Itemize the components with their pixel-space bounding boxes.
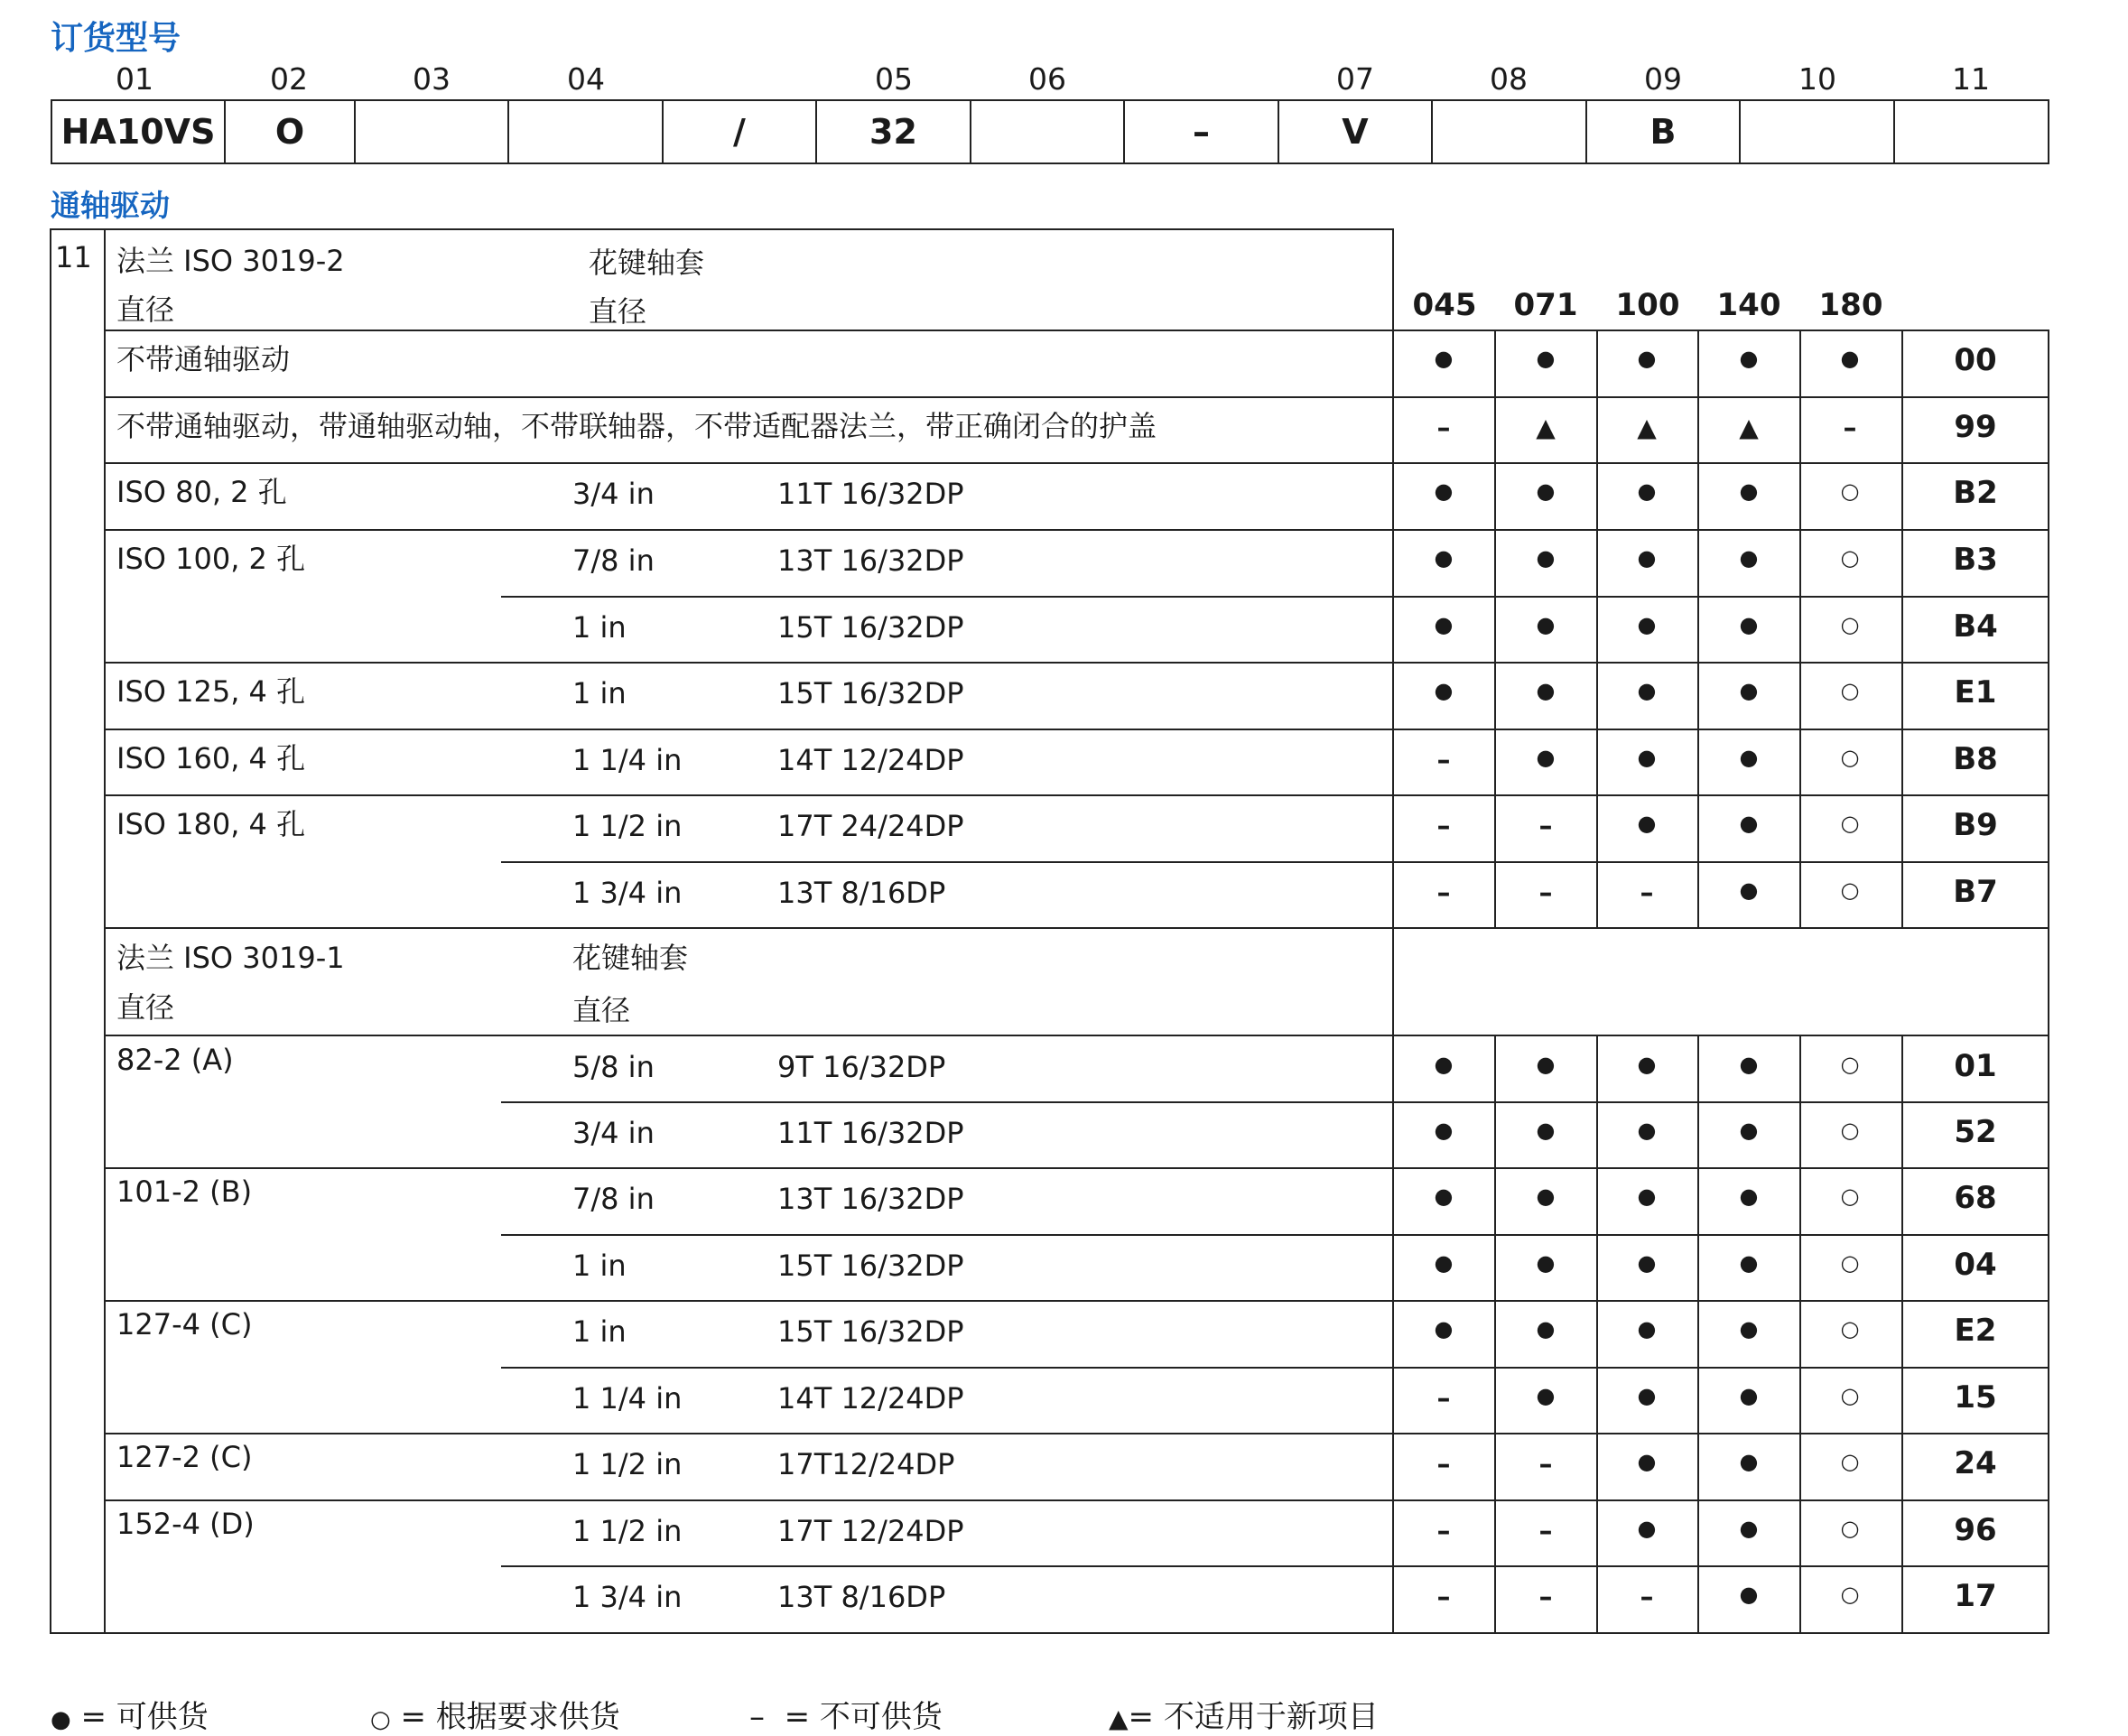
spline-cell: 15T 16/32DP xyxy=(777,1249,964,1283)
spline-cell: 17T 12/24DP xyxy=(777,1514,964,1548)
diameter-cell: 1 1/2 in xyxy=(572,1447,683,1481)
order-code: 24 xyxy=(1954,1445,1997,1481)
code-cell: / xyxy=(733,112,746,152)
code-cell: 32 xyxy=(869,112,917,152)
availability-mark: ● xyxy=(1739,1383,1759,1408)
order-code: 52 xyxy=(1954,1114,1997,1150)
order-code: B2 xyxy=(1953,475,1998,511)
code-cell: V xyxy=(1342,112,1369,152)
code-cell: HA10VS xyxy=(60,112,216,152)
availability-mark: ● xyxy=(1637,612,1657,637)
diameter-cell: 1 3/4 in xyxy=(572,1580,683,1614)
diameter-cell: 1 3/4 in xyxy=(572,876,683,910)
page-title: 订货型号 xyxy=(51,20,181,57)
availability-mark: ● xyxy=(1739,1316,1759,1341)
availability-mark: ● xyxy=(1637,1516,1657,1541)
availability-mark: ○ xyxy=(1840,1118,1860,1143)
dash-icon: – xyxy=(749,1699,765,1735)
availability-mark: ● xyxy=(1434,1184,1454,1209)
code-cell: – xyxy=(1193,112,1210,152)
flange-diameter-header: 直径 xyxy=(116,990,175,1025)
flange-label: 不带通轴驱动，带通轴驱动轴，不带联轴器，不带适配器法兰，带正确闭合的护盖 xyxy=(116,409,1157,443)
order-code: B4 xyxy=(1953,608,1998,645)
availability-mark: – xyxy=(1436,1383,1451,1415)
flange-label: 127-2 (C) xyxy=(116,1440,253,1474)
order-code: 96 xyxy=(1954,1512,1997,1548)
availability-mark: ● xyxy=(1536,1316,1556,1341)
availability-mark: ● xyxy=(1637,745,1657,770)
order-code: B8 xyxy=(1953,741,1998,777)
spline-cell: 11T 16/32DP xyxy=(777,477,964,511)
spline-cell: 15T 16/32DP xyxy=(777,676,964,710)
spline-cell: 17T 24/24DP xyxy=(777,809,964,843)
availability-mark: – xyxy=(1436,1582,1451,1613)
spline-diameter-header: 直径 xyxy=(589,294,647,329)
availability-mark: ● xyxy=(1637,811,1657,836)
position-number: 07 xyxy=(1336,61,1374,97)
filled-dot-icon: ● xyxy=(51,1706,71,1733)
code-cell: O xyxy=(274,112,305,152)
availability-mark: ● xyxy=(1434,678,1454,703)
availability-mark: ● xyxy=(1739,811,1759,836)
order-code: E1 xyxy=(1954,674,1997,710)
order-code: 99 xyxy=(1954,409,1997,445)
spline-header: 花键轴套 xyxy=(589,246,705,280)
diameter-cell: 5/8 in xyxy=(572,1050,655,1084)
availability-mark: ● xyxy=(1434,1250,1454,1276)
availability-mark: ○ xyxy=(1840,612,1860,637)
diameter-cell: 1 1/4 in xyxy=(572,1381,683,1416)
flange-label: ISO 80, 2 孔 xyxy=(116,475,287,509)
availability-mark: ○ xyxy=(1840,811,1860,836)
availability-mark: ○ xyxy=(1840,1250,1860,1276)
spline-cell: 9T 16/32DP xyxy=(777,1050,946,1084)
availability-mark: ● xyxy=(1434,346,1454,371)
availability-mark: ● xyxy=(1637,678,1657,703)
availability-mark: ● xyxy=(1434,478,1454,504)
order-code: 00 xyxy=(1954,342,1997,378)
availability-mark: ● xyxy=(1637,1118,1657,1143)
diameter-cell: 7/8 in xyxy=(572,1182,655,1216)
availability-mark: ● xyxy=(1739,1184,1759,1209)
availability-mark: ○ xyxy=(1840,1184,1860,1209)
availability-mark: ● xyxy=(1739,678,1759,703)
flange-label: 127-4 (C) xyxy=(116,1307,253,1341)
spline-cell: 15T 16/32DP xyxy=(777,610,964,645)
availability-mark: ● xyxy=(1434,612,1454,637)
order-code: E2 xyxy=(1954,1313,1997,1349)
flange-diameter-header: 直径 xyxy=(116,292,175,327)
spline-cell: 13T 8/16DP xyxy=(777,876,946,910)
diameter-cell: 1 in xyxy=(572,1314,627,1349)
spline-cell: 14T 12/24DP xyxy=(777,1381,964,1416)
availability-mark: ● xyxy=(1536,478,1556,504)
availability-mark: ● xyxy=(1739,1052,1759,1077)
position-number: 09 xyxy=(1644,61,1682,97)
availability-mark: ○ xyxy=(1840,1383,1860,1408)
availability-mark: ● xyxy=(1739,1250,1759,1276)
flange-label: 不带通轴驱动 xyxy=(116,342,291,376)
availability-mark: ▲ xyxy=(1536,413,1556,442)
diameter-cell: 1 in xyxy=(572,1249,627,1283)
position-number: 03 xyxy=(413,61,451,97)
position-number: 06 xyxy=(1028,61,1066,97)
flange-header: 法兰 ISO 3019-2 xyxy=(116,244,345,278)
availability-mark: ● xyxy=(1637,1449,1657,1474)
flange-label: 101-2 (B) xyxy=(116,1174,253,1209)
size-header: 071 xyxy=(1513,287,1578,323)
diameter-cell: 1 1/2 in xyxy=(572,809,683,843)
availability-mark: ○ xyxy=(1840,478,1860,504)
availability-mark: – xyxy=(1640,877,1654,909)
availability-mark: ● xyxy=(1536,346,1556,371)
availability-mark: ● xyxy=(1739,346,1759,371)
order-code: 15 xyxy=(1954,1379,1997,1416)
spline-cell: 13T 16/32DP xyxy=(777,1182,964,1216)
availability-mark: ● xyxy=(1536,1118,1556,1143)
triangle-icon: ▲ xyxy=(1109,1704,1129,1733)
availability-mark: ● xyxy=(1739,745,1759,770)
availability-mark: ● xyxy=(1536,1383,1556,1408)
availability-mark: – xyxy=(1843,413,1857,444)
spline-header: 花键轴套 xyxy=(572,941,689,975)
diameter-cell: 7/8 in xyxy=(572,543,655,578)
hollow-dot-icon: ○ xyxy=(370,1706,391,1733)
spline-cell: 13T 16/32DP xyxy=(777,543,964,578)
size-header: 180 xyxy=(1818,287,1883,323)
code-cell xyxy=(356,99,507,164)
availability-mark: ● xyxy=(1434,1316,1454,1341)
flange-label: ISO 180, 4 孔 xyxy=(116,807,306,841)
legend-available: ● = 可供货 xyxy=(51,1699,209,1735)
code-cell xyxy=(1741,99,1893,164)
availability-mark: ● xyxy=(1637,478,1657,504)
spline-diameter-header: 直径 xyxy=(572,993,631,1027)
order-code: 01 xyxy=(1954,1048,1997,1084)
availability-mark: ● xyxy=(1739,877,1759,903)
availability-mark: ● xyxy=(1536,612,1556,637)
availability-mark: ▲ xyxy=(1637,413,1657,442)
order-code: B9 xyxy=(1953,807,1998,843)
code-cell xyxy=(971,99,1123,164)
size-header: 140 xyxy=(1716,287,1781,323)
position-number: 08 xyxy=(1490,61,1528,97)
availability-mark: ● xyxy=(1637,1316,1657,1341)
section-title: 通轴驱动 xyxy=(51,188,170,223)
availability-mark: – xyxy=(1538,877,1553,909)
availability-mark: ○ xyxy=(1840,1052,1860,1077)
availability-mark: ● xyxy=(1536,678,1556,703)
availability-mark: ○ xyxy=(1840,545,1860,571)
flange-label: ISO 125, 4 孔 xyxy=(116,674,306,709)
availability-mark: – xyxy=(1436,1516,1451,1547)
position-number: 11 xyxy=(1952,61,1990,97)
availability-mark: ○ xyxy=(1840,1316,1860,1341)
availability-mark: ● xyxy=(1739,545,1759,571)
availability-mark: ● xyxy=(1637,1052,1657,1077)
availability-mark: ● xyxy=(1536,1250,1556,1276)
availability-mark: – xyxy=(1436,811,1451,842)
availability-mark: – xyxy=(1538,1582,1553,1613)
spline-cell: 11T 16/32DP xyxy=(777,1116,964,1150)
availability-mark: ● xyxy=(1536,1184,1556,1209)
availability-mark: – xyxy=(1538,1449,1553,1481)
flange-label: ISO 100, 2 孔 xyxy=(116,542,306,576)
position-number: 02 xyxy=(270,61,308,97)
availability-mark: ● xyxy=(1739,612,1759,637)
code-cell xyxy=(1895,99,2049,164)
legend-not-available: – = 不可供货 xyxy=(749,1699,943,1735)
diameter-cell: 3/4 in xyxy=(572,477,655,511)
availability-mark: – xyxy=(1436,877,1451,909)
position-number: 01 xyxy=(116,61,153,97)
availability-mark: ● xyxy=(1739,1449,1759,1474)
availability-mark: ● xyxy=(1739,1516,1759,1541)
availability-mark: – xyxy=(1436,1449,1451,1481)
availability-mark: ● xyxy=(1434,545,1454,571)
flange-header: 法兰 ISO 3019-1 xyxy=(116,941,345,975)
size-header: 100 xyxy=(1615,287,1680,323)
availability-mark: ● xyxy=(1739,1118,1759,1143)
availability-mark: ● xyxy=(1536,545,1556,571)
position-number: 05 xyxy=(875,61,913,97)
availability-mark: ● xyxy=(1536,1052,1556,1077)
availability-mark: ● xyxy=(1536,745,1556,770)
code-cell xyxy=(509,99,662,164)
availability-mark: ● xyxy=(1840,346,1860,371)
flange-label: ISO 160, 4 孔 xyxy=(116,741,306,775)
flange-label: 82-2 (A) xyxy=(116,1043,234,1077)
spline-cell: 17T12/24DP xyxy=(777,1447,955,1481)
spline-cell: 13T 8/16DP xyxy=(777,1580,946,1614)
availability-mark: ● xyxy=(1434,1118,1454,1143)
diameter-cell: 1 in xyxy=(572,676,627,710)
legend-on-request: ○ = 根据要求供货 xyxy=(370,1699,620,1735)
order-code: 17 xyxy=(1954,1578,1997,1614)
availability-mark: – xyxy=(1436,413,1451,444)
availability-mark: – xyxy=(1538,1516,1553,1547)
code-cell: B xyxy=(1649,112,1677,152)
availability-mark: ● xyxy=(1637,1250,1657,1276)
availability-mark: ○ xyxy=(1840,678,1860,703)
order-code: 68 xyxy=(1954,1180,1997,1216)
legend-not-for-new: ▲= 不适用于新项目 xyxy=(1109,1699,1379,1735)
position-number: 10 xyxy=(1798,61,1836,97)
availability-mark: ○ xyxy=(1840,877,1860,903)
diameter-cell: 3/4 in xyxy=(572,1116,655,1150)
order-code: B3 xyxy=(1953,542,1998,578)
availability-mark: – xyxy=(1436,745,1451,776)
row-index: 11 xyxy=(55,240,92,274)
availability-mark: – xyxy=(1538,811,1553,842)
code-cell xyxy=(1433,99,1585,164)
availability-mark: ○ xyxy=(1840,1516,1860,1541)
position-number: 04 xyxy=(567,61,605,97)
diameter-cell: 1 1/4 in xyxy=(572,743,683,777)
availability-mark: ● xyxy=(1637,545,1657,571)
availability-mark: ● xyxy=(1637,346,1657,371)
availability-mark: ● xyxy=(1739,1582,1759,1607)
availability-mark: ○ xyxy=(1840,745,1860,770)
availability-mark: ● xyxy=(1434,1052,1454,1077)
availability-mark: ○ xyxy=(1840,1449,1860,1474)
size-header: 045 xyxy=(1412,287,1477,323)
availability-mark: ● xyxy=(1637,1184,1657,1209)
availability-mark: ○ xyxy=(1840,1582,1860,1607)
availability-mark: ● xyxy=(1637,1383,1657,1408)
diameter-cell: 1 in xyxy=(572,610,627,645)
spline-cell: 14T 12/24DP xyxy=(777,743,964,777)
availability-mark: ● xyxy=(1739,478,1759,504)
order-code: B7 xyxy=(1953,874,1998,910)
order-code: 04 xyxy=(1954,1247,1997,1283)
diameter-cell: 1 1/2 in xyxy=(572,1514,683,1548)
availability-mark: – xyxy=(1640,1582,1654,1613)
flange-label: 152-4 (D) xyxy=(116,1507,255,1541)
availability-mark: ▲ xyxy=(1739,413,1759,442)
spline-cell: 15T 16/32DP xyxy=(777,1314,964,1349)
